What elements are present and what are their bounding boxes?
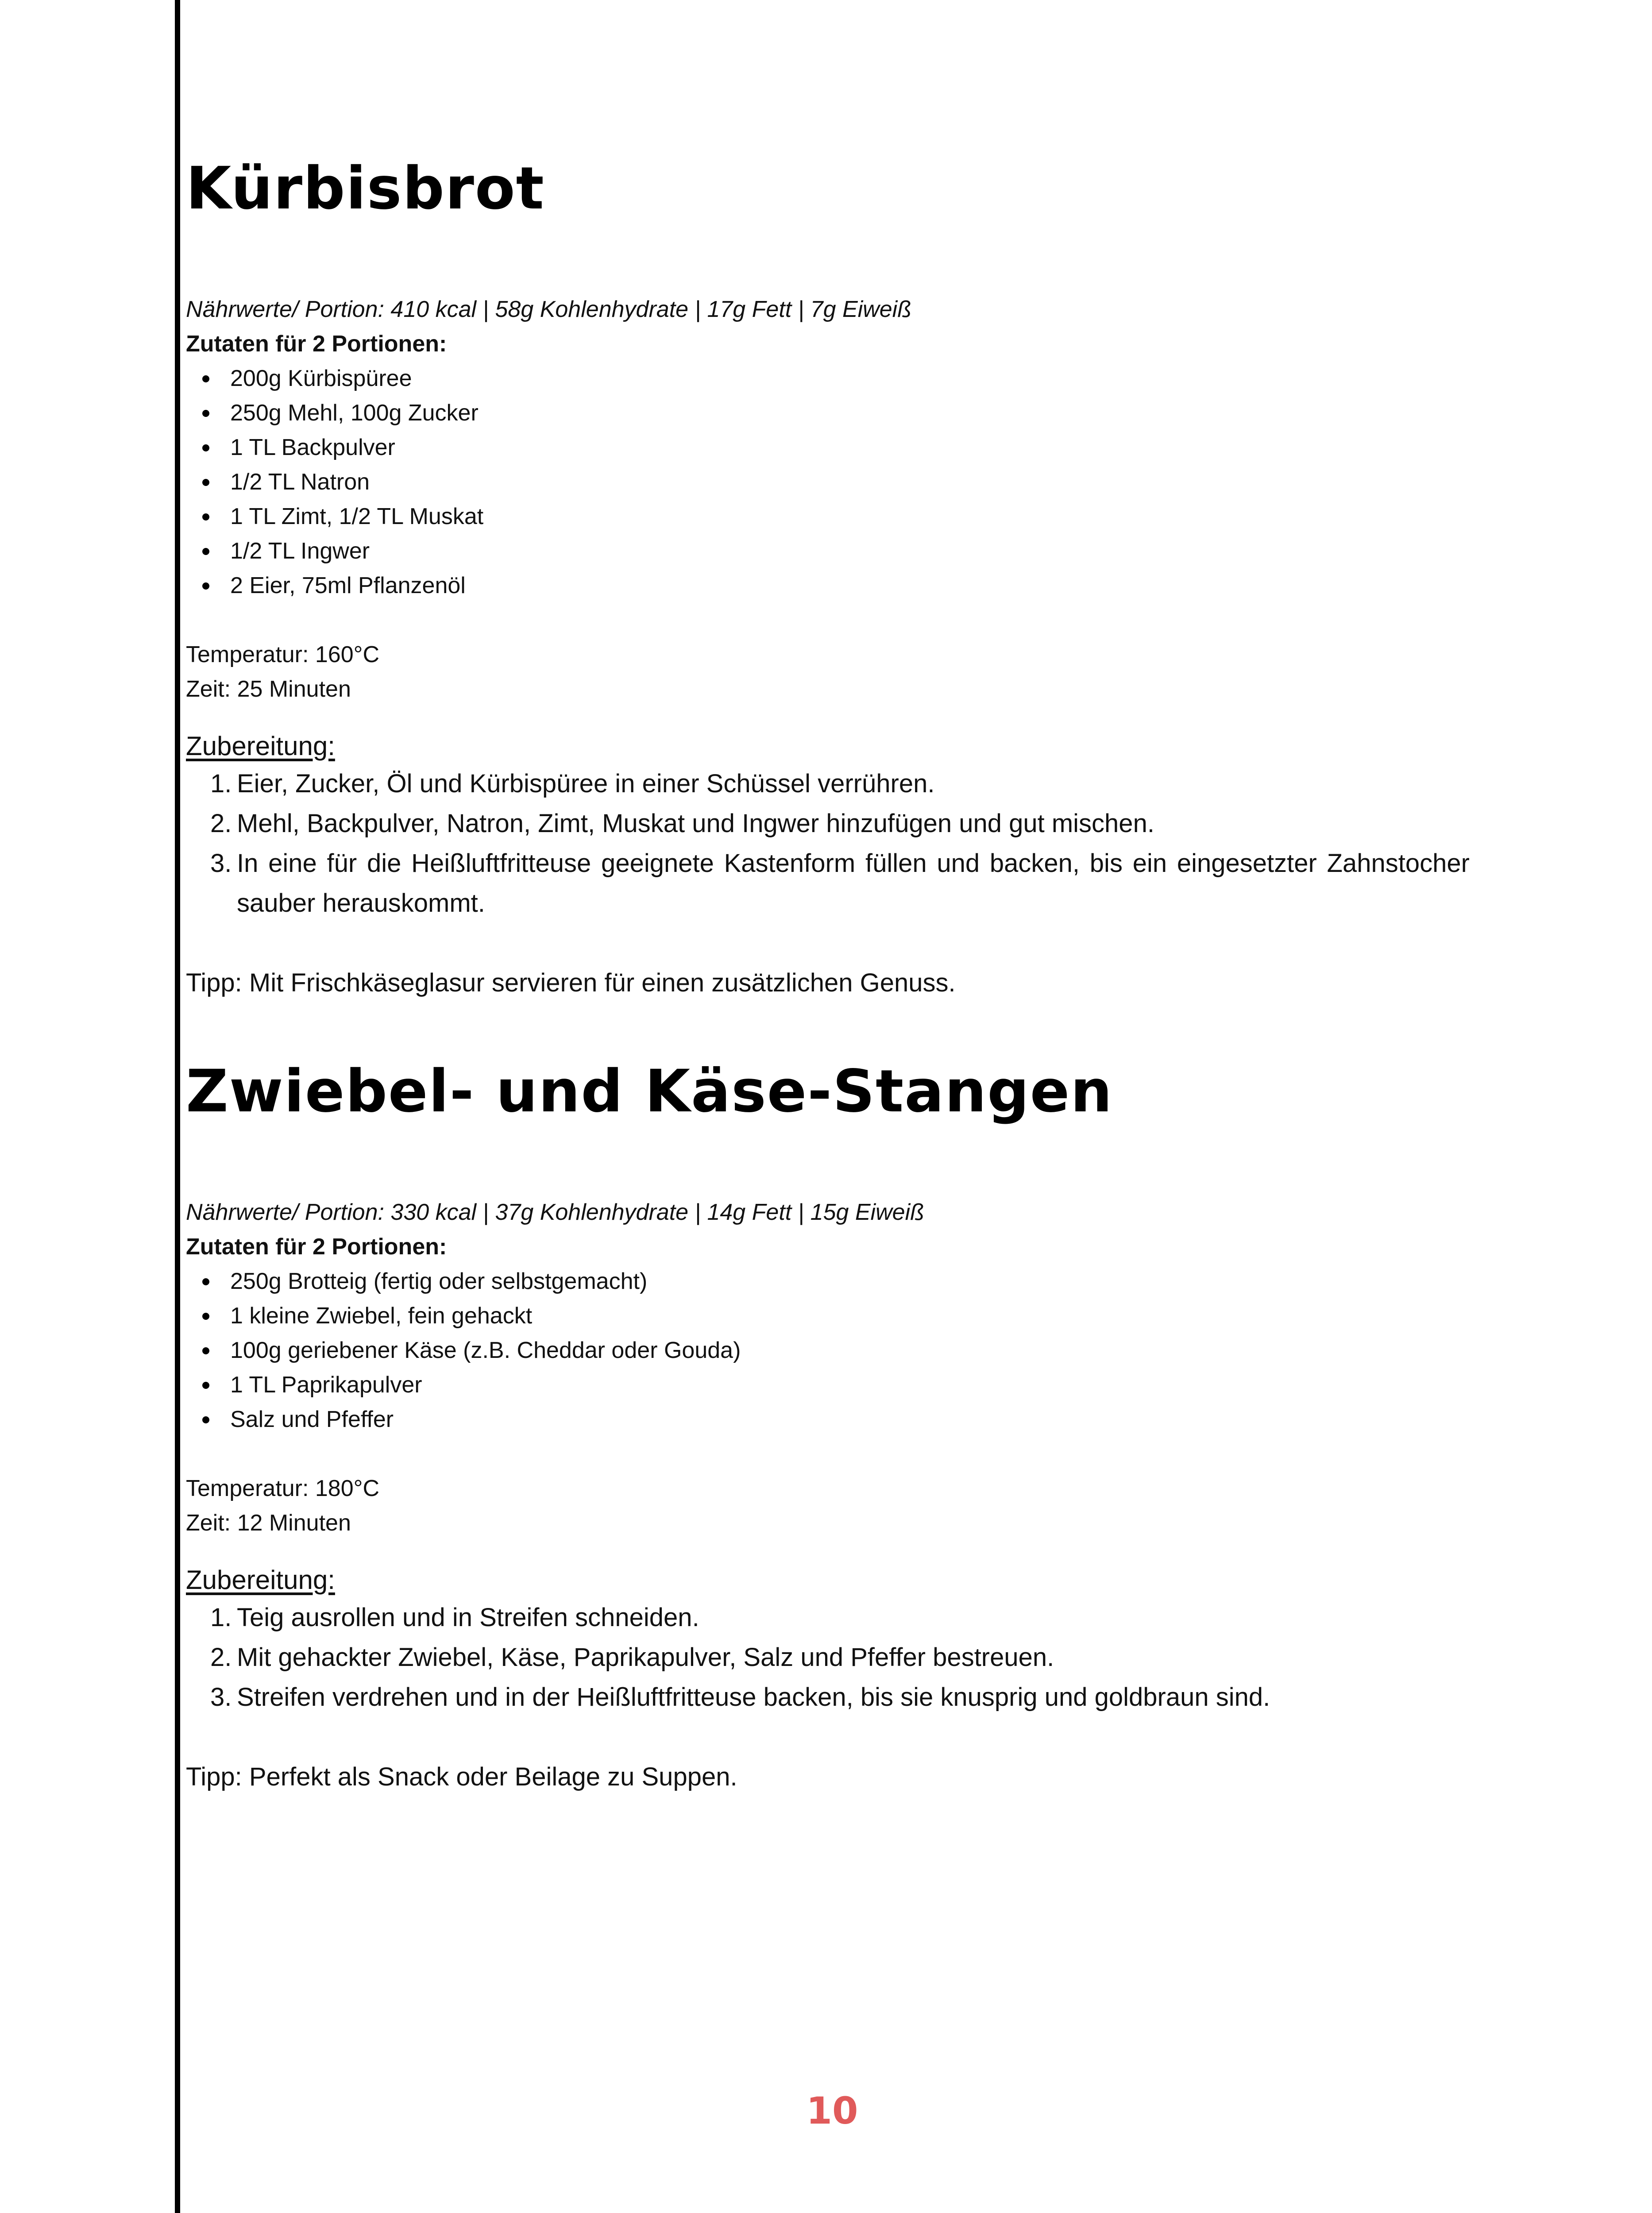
step-number: 1. [210,769,232,798]
step-item [186,804,1470,844]
ingredient-item: 1 TL Backpulver [186,430,1470,465]
ingredient-item: 2 Eier, 75ml Pflanzenöl [186,568,1470,603]
ingredient-item: 100g geriebener Käse (z.B. Cheddar oder Gouda) [186,1333,1470,1368]
step-item [186,1677,1470,1717]
left-margin-rule [175,0,180,2213]
nutrition-info: Nährwerte/ Portion: 410 kcal | 58g Kohlenhydrate | 17g Fett | 7g Eiweiß [186,297,911,322]
ingredient-item: 250g Brotteig (fertig oder selbstgemacht) [186,1264,1470,1299]
preparation-heading: Zubereitung: [186,1565,335,1595]
tip: Tipp: Perfekt als Snack oder Beilage zu Suppen. [186,1762,737,1791]
ingredient-item: 250g Mehl, 100g Zucker [186,396,1470,430]
step-text: Eier, Zucker, Öl und Kürbispüree in einer Schüssel verrühren. [237,769,935,798]
page-number: 10 [806,2089,858,2132]
step-text: Mit gehackter Zwiebel, Käse, Paprikapulver, Salz und Pfeffer bestreuen. [237,1643,1054,1672]
preparation-steps [186,764,1470,923]
ingredient-list [186,361,1470,603]
step-item [186,844,1470,923]
ingredient-item: 1 kleine Zwiebel, fein gehackt [186,1299,1470,1333]
temperature: Temperatur: 180°C [186,1476,379,1501]
recipe-title: Kürbisbrot [186,154,545,223]
ingredient-item: 1 TL Paprikapulver [186,1368,1470,1402]
nutrition-info: Nährwerte/ Portion: 330 kcal | 37g Kohlenhydrate | 14g Fett | 15g Eiweiß [186,1199,924,1225]
ingredients-heading: Zutaten für 2 Portionen: [186,1234,447,1260]
preparation-steps [186,1598,1470,1717]
step-text: Mehl, Backpulver, Natron, Zimt, Muskat und Ingwer hinzufügen und gut mischen. [237,809,1154,838]
step-text: Teig ausrollen und in Streifen schneiden. [237,1603,699,1632]
step-item [186,1598,1470,1638]
tip: Tipp: Mit Frischkäseglasur servieren für einen zusätzlichen Genuss. [186,968,956,997]
preparation-heading: Zubereitung: [186,731,335,761]
cooking-time: Zeit: 25 Minuten [186,676,351,702]
recipe-kuerbisbrot [186,154,1470,1001]
ingredient-item: Salz und Pfeffer [186,1402,1470,1437]
step-number: 3. [210,849,232,878]
ingredient-list [186,1264,1470,1437]
ingredient-item: 1/2 TL Natron [186,465,1470,499]
cooking-time: Zeit: 12 Minuten [186,1510,351,1536]
step-item [186,764,1470,804]
ingredient-item: 200g Kürbispüree [186,361,1470,396]
step-number: 3. [210,1683,232,1712]
step-text: Streifen verdrehen und in der Heißluftfritteuse backen, bis sie knusprig und goldbraun sind. [237,1683,1270,1712]
temperature: Temperatur: 160°C [186,642,379,667]
step-number: 2. [210,809,232,838]
ingredient-item: 1 TL Zimt, 1/2 TL Muskat [186,499,1470,534]
recipe-title: Zwiebel- und Käse-Stangen [186,1057,1113,1126]
step-item [186,1638,1470,1677]
recipe-zwiebel-kaese-stangen [186,1057,1470,1795]
step-number: 1. [210,1603,232,1632]
ingredients-heading: Zutaten für 2 Portionen: [186,331,447,357]
ingredient-item: 1/2 TL Ingwer [186,534,1470,568]
step-number: 2. [210,1643,232,1672]
step-text: In eine für die Heißluftfritteuse geeignete Kastenform füllen und backen, bis ein eingesetzter Zahnstocher sauber herauskommt. [237,849,1470,918]
